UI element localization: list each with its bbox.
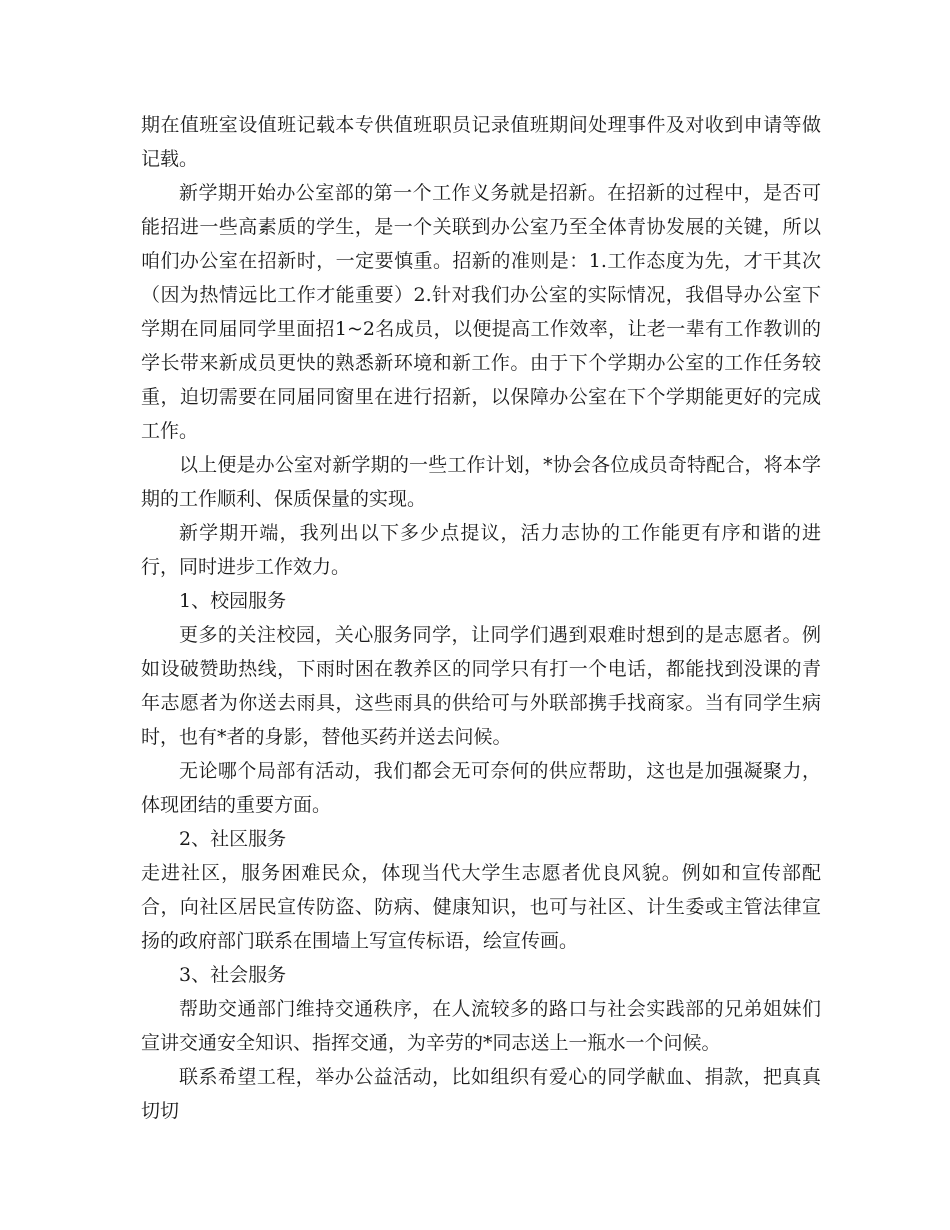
- paragraph-recruitment: 新学期开始办公室部的第一个工作义务就是招新。在招新的过程中，是否可能招进一些高素质的学生，是一个关联到办公室乃至全体青协发展的关键，所以咱们办公室在招新时，一定要慎重。招新的准则是：1.工作态度为先，才干其次（因为热情远比工作才能重要）2.针对我们办公室的实际情况，我倡导办公室下学期在同届同学里面招1~2名成员，以便提高工作效率，让老一辈有工作教训的学长带来新成员更快的熟悉新环境和新工作。由于下个学期办公室的工作任务较重，迫切需要在同届同窗里在进行招新，以保障办公室在下个学期能更好的完成工作。: [141, 182, 821, 442]
- paragraph-department-support: 无论哪个局部有活动，我们都会无可奈何的供应帮助，这也是加强凝聚力，体现团结的重要方面。: [141, 760, 821, 816]
- paragraph-plan-summary: 以上便是办公室对新学期的一些工作计划，*协会各位成员奇特配合，将本学期的工作顺利、保质保量的实现。: [141, 454, 821, 510]
- paragraph-traffic-service: 帮助交通部门维持交通秩序，在人流较多的路口与社会实践部的兄弟姐妹们宣讲交通安全知识、指挥交通，为辛劳的*同志送上一瓶水一个问候。: [141, 998, 821, 1054]
- document-body: [141, 108, 821, 1128]
- paragraph-continuation: 期在值班室设值班记载本专供值班职员记录值班期间处理事件及对收到申请等做记载。: [141, 114, 821, 170]
- heading-community-service: 2、社区服务: [179, 828, 287, 850]
- paragraph-community-service: 走进社区，服务困难民众，体现当代大学生志愿者优良风貌。例如和宣传部配合，向社区居民宣传防盗、防病、健康知识，也可与社区、计生委或主管法律宣扬的政府部门联系在围墙上写宣传标语，绘宣传画。: [141, 862, 821, 952]
- heading-social-service: 3、社会服务: [179, 964, 287, 986]
- paragraph-suggestions-intro: 新学期开端，我列出以下多少点提议，活力志协的工作能更有序和谐的进行，同时进步工作效力。: [141, 522, 821, 578]
- paragraph-charity: 联系希望工程，举办公益活动，比如组织有爱心的同学献血、捐款，把真真切切: [141, 1066, 821, 1122]
- heading-campus-service: 1、校园服务: [179, 590, 287, 612]
- paragraph-campus-service: 更多的关注校园，关心服务同学，让同学们遇到艰难时想到的是志愿者。例如设破赞助热线，下雨时困在教养区的同学只有打一个电话，都能找到没课的青年志愿者为你送去雨具，这些雨具的供给可与外联部携手找商家。当有同学生病时，也有*者的身影，替他买药并送去问候。: [141, 624, 821, 748]
